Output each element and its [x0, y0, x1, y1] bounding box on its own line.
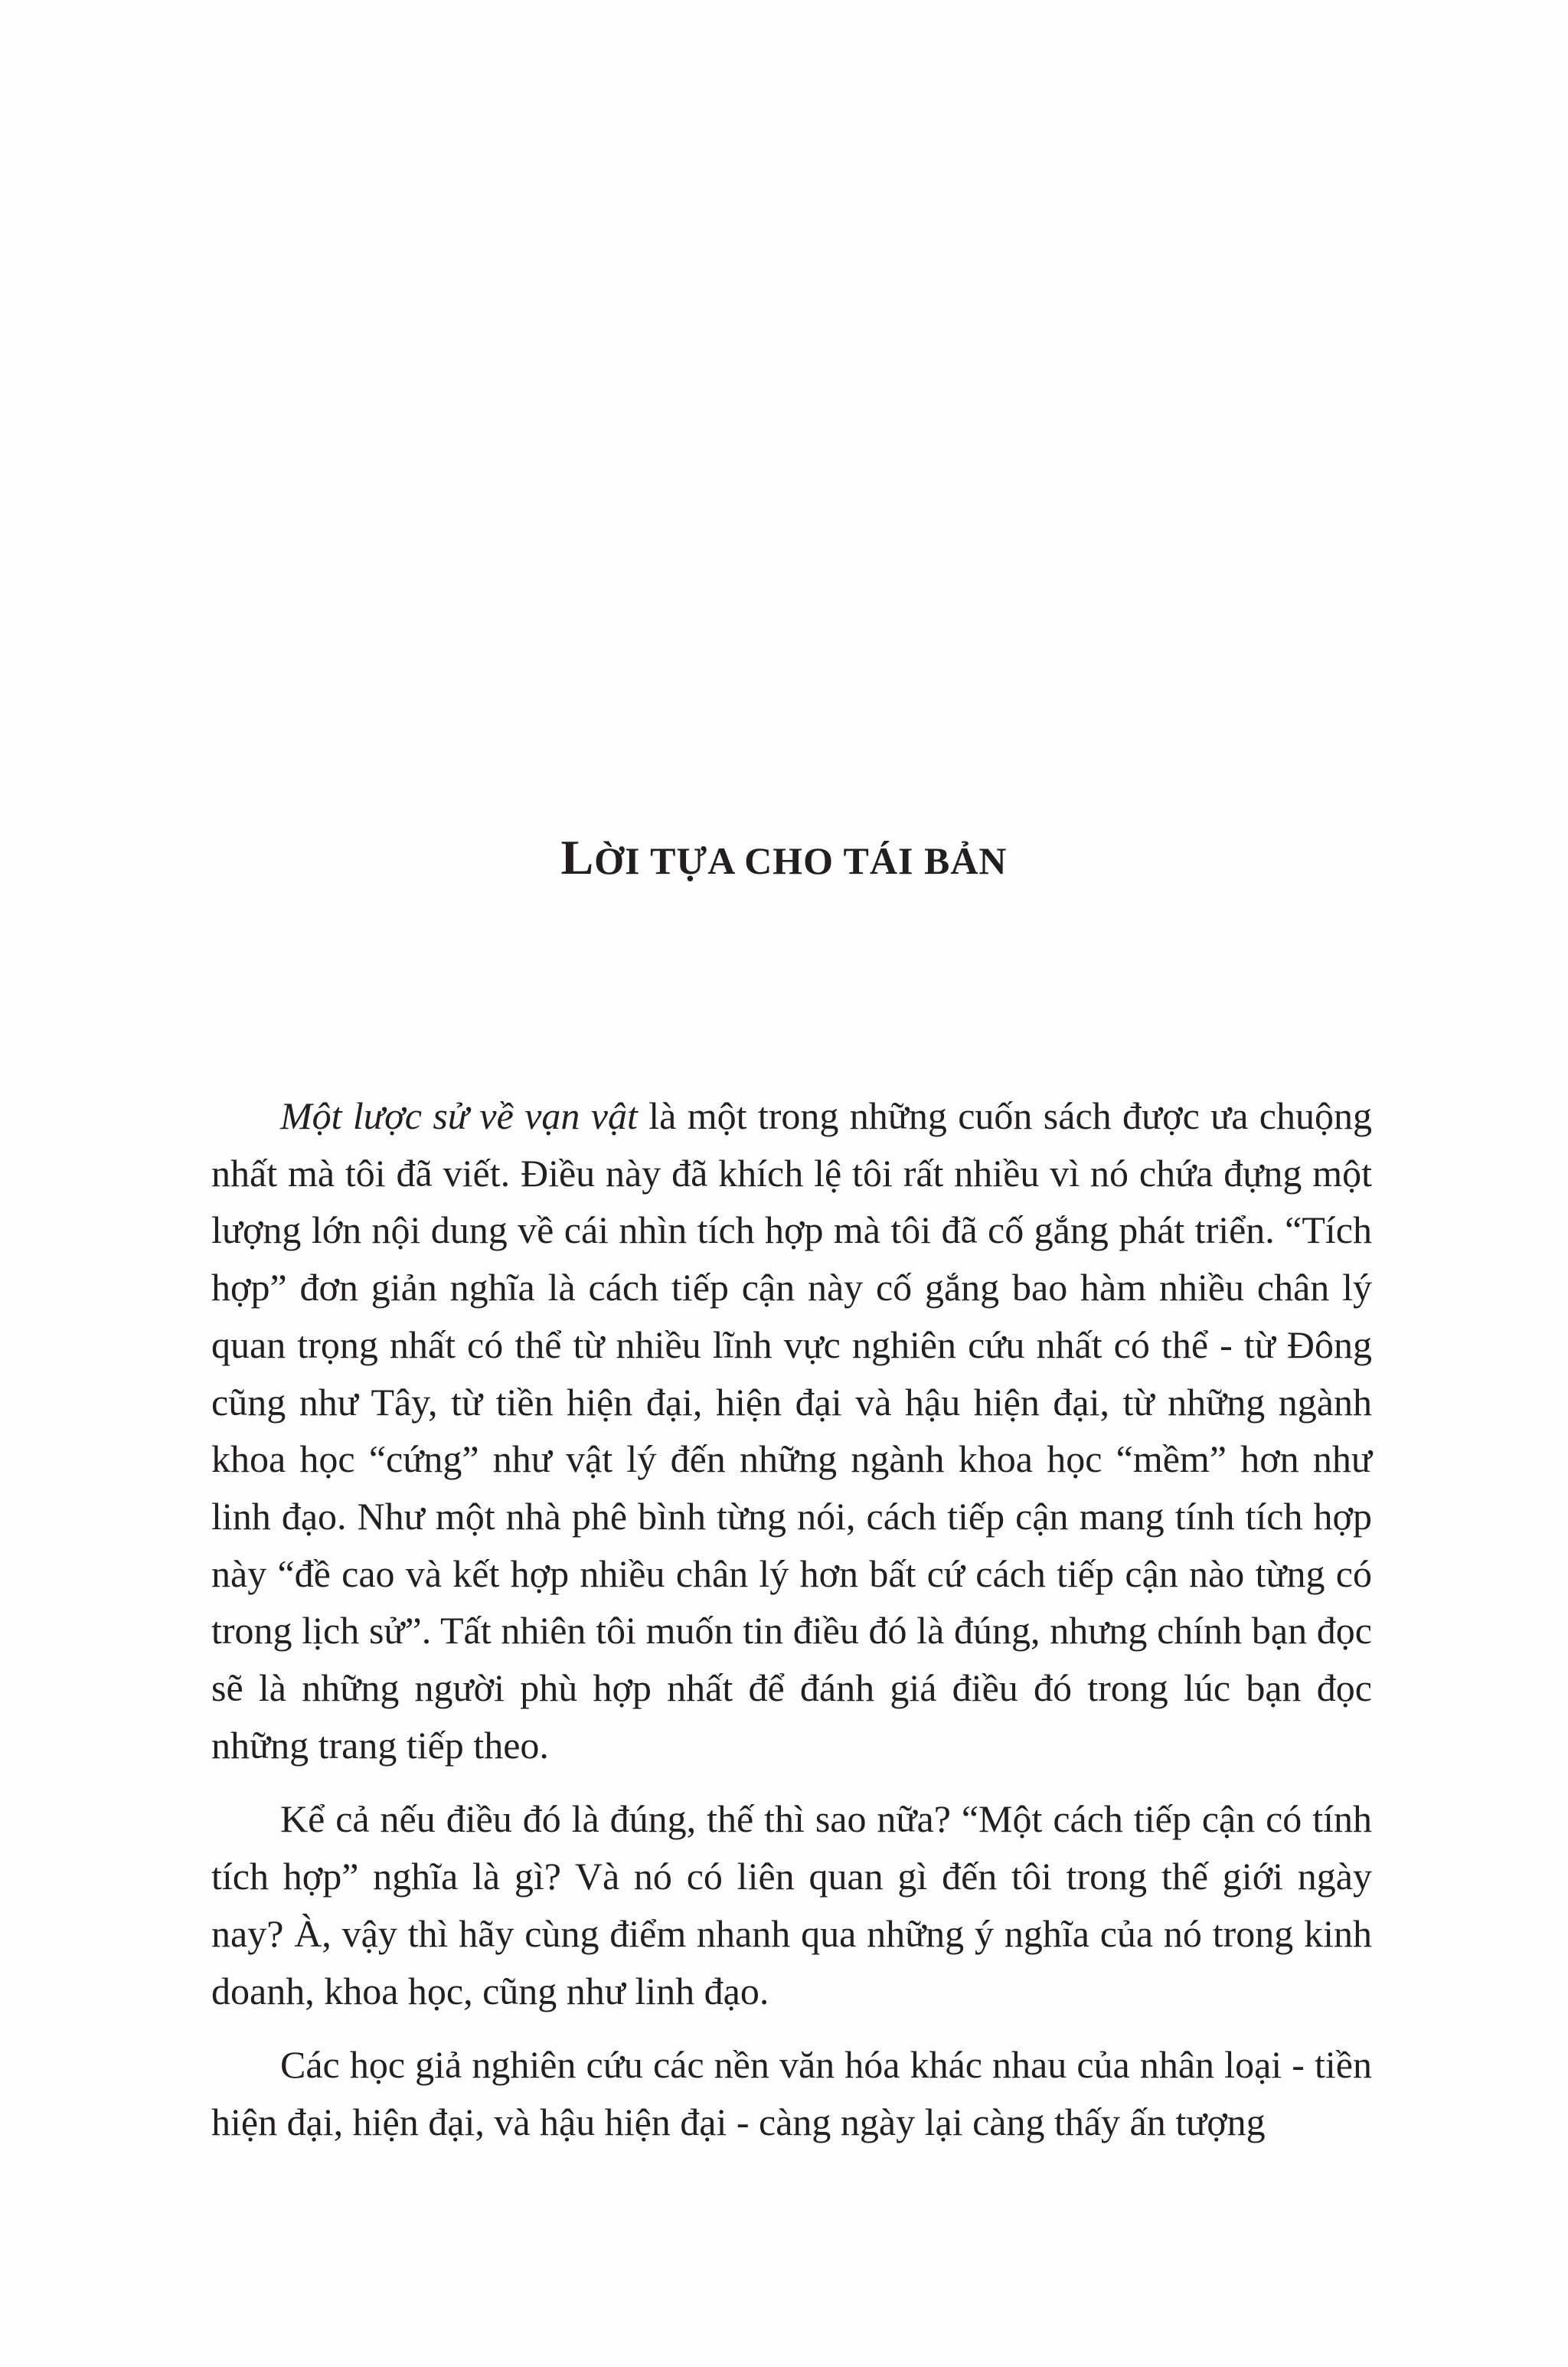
- paragraph-2: Kể cả nếu điều đó là đúng, thế thì sao nữa? “Một cách tiếp cận có tính tích hợp” nghĩa là gì? Và nó có liên quan gì đến tôi trong thế giới ngày nay? À, vậy thì hãy cùng điểm nhanh qua những ý nghĩa của nó trong kinh doanh, khoa học, cũng như linh đạo.: [211, 1797, 1372, 2012]
- chapter-title-rest: ỜI TỰA CHO TÁI BẢN: [594, 839, 1008, 882]
- body-text: [211, 1087, 1372, 2168]
- paragraph-1-text: là một trong những cuốn sách được ưa chuộng nhất mà tôi đã viết. Điều này đã khích lệ tôi rất nhiều vì nó chứa đựng một lượng lớn nội dung về cái nhìn tích hợp mà tôi đã cố gắng phát triển. “Tích hợp” đơn giản nghĩa là cách tiếp cận này cố gắng bao hàm nhiều chân lý quan trọng nhất có thể từ nhiều lĩnh vực nghiên cứu nhất có thể - từ Đông cũng như Tây, từ tiền hiện đại, hiện đại và hậu hiện đại, từ những ngành khoa học “cứng” như vật lý đến những ngành khoa học “mềm” hơn như linh đạo. Như một nhà phê bình từng nói, cách tiếp cận mang tính tích hợp này “đề cao và kết hợp nhiều chân lý hơn bất cứ cách tiếp cận nào từng có trong lịch sử”. Tất nhiên tôi muốn tin điều đó là đúng, nhưng chính bạn đọc sẽ là những người phù hợp nhất để đánh giá điều đó trong lúc bạn đọc những trang tiếp theo.: [211, 1094, 1372, 1767]
- chapter-title: [0, 829, 1568, 886]
- paragraph-1: [211, 1087, 1372, 1774]
- paragraph-3: Các học giả nghiên cứu các nền văn hóa khác nhau của nhân loại - tiền hiện đại, hiện đại, và hậu hiện đại - càng ngày lại càng thấy ấn tượng: [211, 2043, 1372, 2143]
- book-title-italic: Một lược sử về vạn vật: [280, 1094, 638, 1137]
- chapter-title-initial: L: [560, 829, 595, 884]
